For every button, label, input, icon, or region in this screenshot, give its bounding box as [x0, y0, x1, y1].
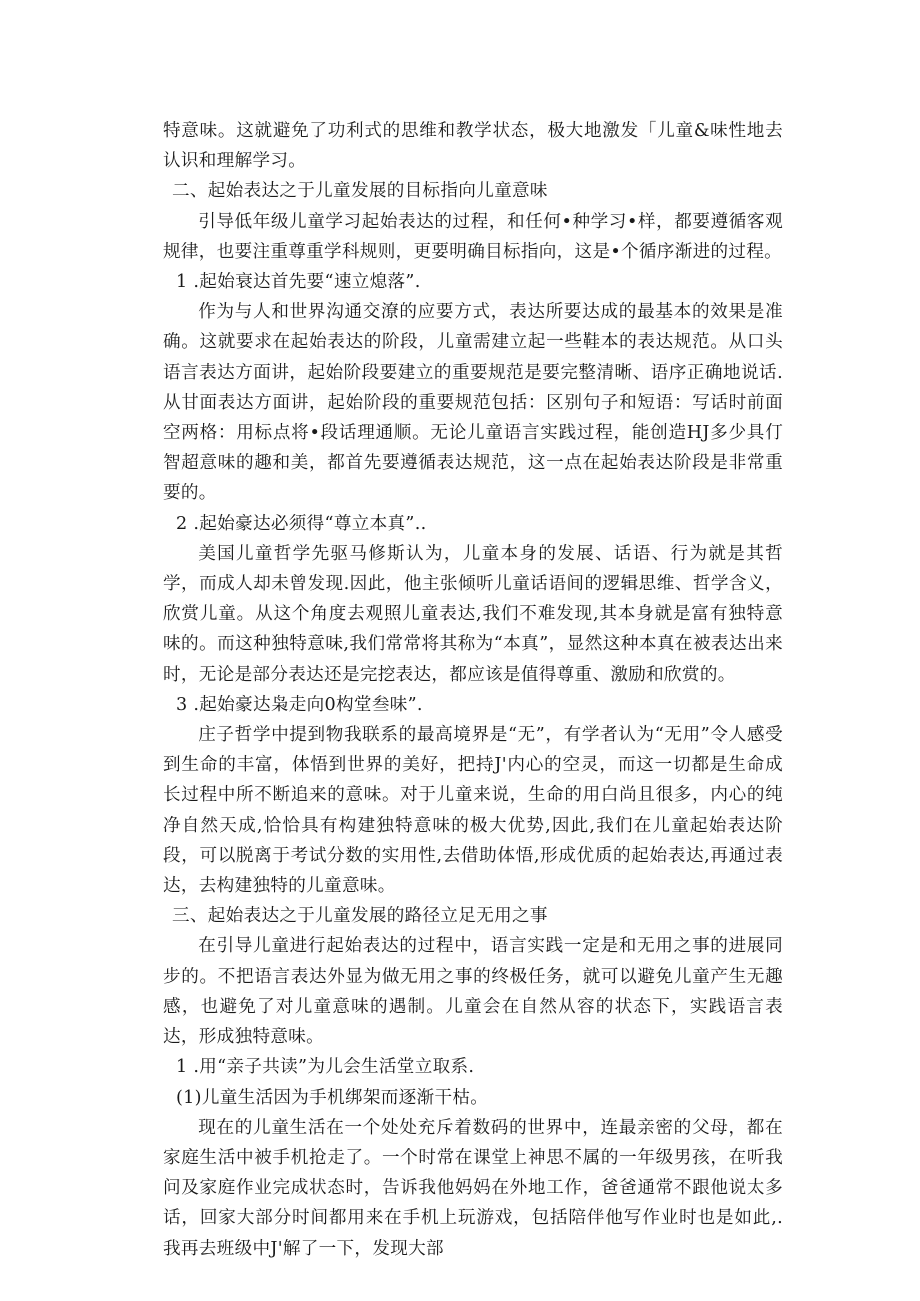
subheading-item-1: 1 .起始衰达首先要“速立熄落”.: [176, 272, 421, 293]
paragraph: 美国儿童哲学先驱马修斯认为，儿童本身的发展、话语、行为就是其哲学，而成人却未曾发现.因此，他主张倾听儿童话语间的逻辑思维、哲学含义，欣赏儿童。从这个角度去观照儿童表达,我们不难发现,其本身就是富有独特意味的。而这种独特意味,我们常常将其称为“本真”，显然这种本真在被表达出来时，无论是部分表达还是完挖表达，都应该是值得尊重、激励和欣赏的。: [163, 543, 783, 685]
paragraph-continuation: 特意味。这就避免了功利式的思维和教学状态，极大地激发「儿童&味性地去认识和理解学习。: [163, 121, 783, 172]
paragraph: 作为与人和世界沟通交潦的应要方式，表达所要达成的最基本的效果是准确。这就要求在起始表达的阶段，儿童需建立起一些鞋本的表达规范。从口头语言表达方面讲，起始阶段要建立的重要规范是要完整清晰、语序正确地说话.从甘面表达方面讲，起始阶段的重要规范包括：区别句子和短语：写话时前面空两格：用标点将•段话理通顺。无论儿童语言实践过程，能创造HJ多少具仃智超意味的趣和美，都首先要遵循表达规范，这一点在起始表达阶段是非常重要的。: [163, 302, 783, 504]
document-body: [163, 116, 783, 1264]
paragraph: 在引导儿童进行起始表达的过程中，语言实践一定是和无用之事的进展同步的。不把语言表达外显为做无用之事的终极任务，就可以避免儿童产生无趣感，也避免了对儿童意味的遇制。儿童会在自然从容的状态下，实践语言表达，形成独特意味。: [163, 936, 783, 1048]
section-heading-3: 三、起始表达之于儿童发展的路径立足无用之事: [172, 906, 548, 927]
paragraph: 现在的儿童生活在一个处处充斥着数码的世界中，连最亲密的父母，都在家庭生活中被手机抢走了。一个时常在课堂上神思不属的一年级男孩，在听我问及家庭作业完成状态时，告诉我他妈妈在外地工作，爸爸通常不跟他说太多话，回家大部分时间都用来在手机上玩游戏，包括陪伴他写作业时也是如此,.我再去班级中J'解了一下，发现大部: [163, 1117, 783, 1259]
section-heading-2: 二、起始表达之于儿童发展的目标指向儿童意味: [172, 181, 548, 202]
subheading-item-3: 3 .起始豪达枭走向0构堂叁味”.: [176, 694, 423, 715]
paragraph: 引导低年级儿童学习起始表达的过程，和任何•种学习•样，都要遵循客观规律，也要注重尊重学科规则，更要明确目标指向，这是•个循序渐进的过程。: [163, 211, 783, 262]
subheading-item-2: 2 .起始豪达必须得“尊立本真”..: [176, 513, 427, 534]
subheading-item-1b: 1 .用“亲子共读”为儿会生活堂立取系.: [176, 1057, 475, 1078]
paragraph: 庄子哲学中提到物我联系的最高境界是“无”，有学者认为“无用”令人感受到生命的丰富，体悟到世界的美好，把持J'内心的空灵，而这一切都是生命成长过程中所不断追来的意味。对于儿童来说，生命的用白尚且很多，内心的纯净自然天成,恰恰具有构建独特意味的极大优势,因此,我们在儿童起始表达阶段，可以脱离于考试分数的实用性,去借助体悟,形成优质的起始表达,再通过表达，去构建独特的儿童意味。: [163, 725, 783, 897]
subheading-subitem-1: (1)儿童生活因为手机绑架而逐渐干枯。: [176, 1087, 489, 1108]
